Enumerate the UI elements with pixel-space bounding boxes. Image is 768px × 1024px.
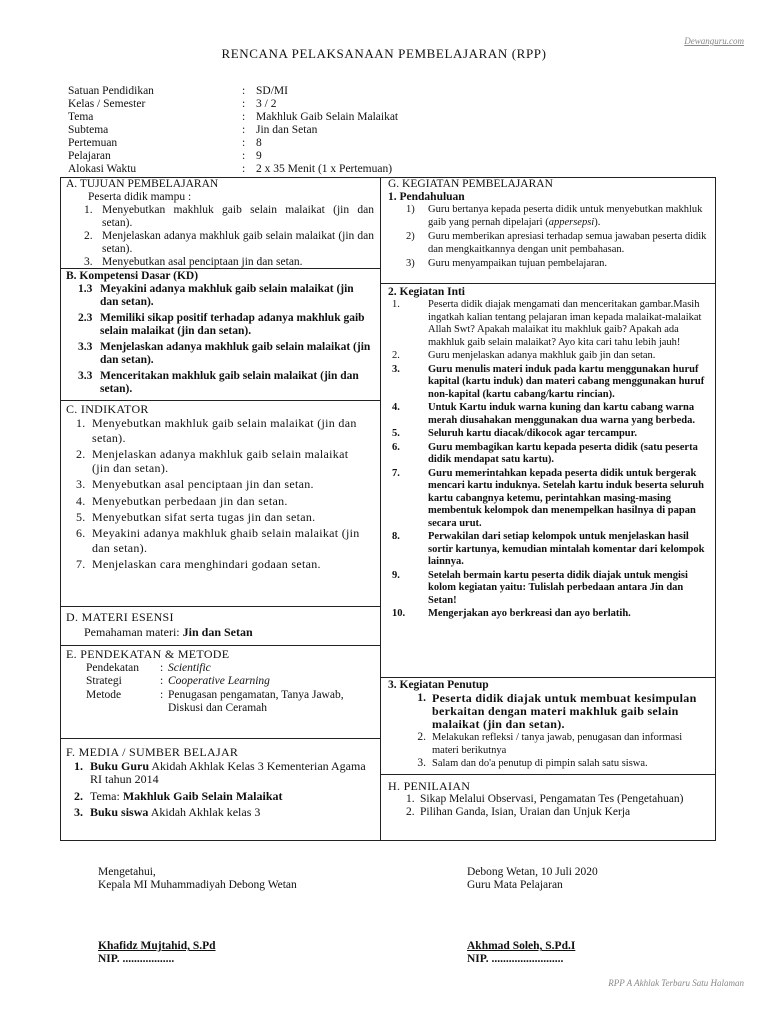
info-key: Alokasi Waktu	[68, 163, 137, 175]
indikator-number: 1.	[76, 416, 86, 431]
pendahuluan-item	[388, 204, 710, 229]
pendahuluan-number: 1)	[406, 204, 415, 215]
watermark-bottom: RPP A Akhlak Terbaru Satu Halaman	[608, 978, 744, 988]
info-value: 3 / 2	[256, 98, 277, 110]
pendahuluan-text	[428, 258, 710, 271]
indikator-item	[76, 526, 366, 555]
method-value: Penugasan pengamatan, Tanya Jawab, Diskusi dan Ceramah	[168, 688, 344, 714]
divider-g2	[380, 677, 716, 678]
inti-item	[388, 428, 710, 441]
sign-left-nip: NIP. ..................	[98, 953, 175, 965]
signature-right	[467, 866, 598, 966]
section-kegiatan	[388, 178, 710, 273]
inti-text: Guru menjelaskan adanya makhluk gaib jin dan setan.	[428, 350, 656, 361]
pendahuluan-number: 3)	[406, 258, 415, 269]
method-colon: :	[160, 688, 164, 701]
penutup-text: Melakukan refleksi / tanya jawab, penugasan dan informasi materi berikutnya	[432, 732, 683, 756]
penutup-item	[402, 692, 710, 731]
section-c-heading: C. INDIKATOR	[66, 402, 149, 416]
kd-item	[78, 370, 374, 396]
indikator-item	[76, 557, 366, 571]
table-divider	[380, 177, 381, 841]
indikator-number: 6.	[76, 526, 86, 541]
kd-text: Meyakini adanya makhluk gaib selain malaikat (jin dan setan).	[100, 283, 354, 308]
inti-heading: 2. Kegiatan Inti	[388, 286, 465, 298]
sign-right-line1: Debong Wetan, 10 Juli 2020	[467, 866, 598, 878]
tujuan-number: 2.	[84, 230, 93, 242]
info-colon: :	[242, 98, 246, 110]
penutup-number: 1.	[417, 692, 426, 704]
inti-text: Mengerjakan ayo berkreasi dan ayo berlatih.	[428, 608, 631, 619]
method-value: Cooperative Learning	[168, 675, 270, 687]
pendahuluan-item	[388, 258, 710, 271]
kd-text: Memiliki sikap positif terhadap adanya makhluk gaib selain malaikat (jin dan setan).	[100, 312, 365, 337]
indikator-number: 2.	[76, 446, 86, 461]
pendahuluan-number: 2)	[406, 231, 415, 242]
info-row	[68, 137, 398, 150]
kd-text: Menjelaskan adanya makhluk gaib selain malaikat (jin dan setan).	[100, 341, 371, 366]
method-colon: :	[160, 661, 164, 674]
media-desc: Akidah Akhlak kelas 3	[150, 805, 261, 819]
indikator-item	[76, 510, 366, 524]
section-penutup	[388, 679, 710, 770]
sign-left-line1: Mengetahui,	[98, 866, 156, 878]
section-a-intro: Peserta didik mampu :	[88, 191, 192, 203]
inti-number: 8.	[392, 531, 400, 542]
kd-item	[78, 283, 374, 309]
inti-text: Untuk Kartu induk warna kuning dan kartu cabang warna merah diusahakan menggunakan dua warna yang berbeda.	[428, 402, 695, 426]
info-key: Subtema	[68, 124, 109, 136]
tujuan-item	[84, 256, 374, 269]
materi-value: Jin dan Setan	[182, 625, 253, 639]
penilaian-text: Sikap Melalui Observasi, Pengamatan Tes (Pengetahuan)	[420, 793, 684, 805]
tujuan-item	[84, 204, 374, 230]
section-inti	[388, 286, 710, 622]
method-key: Strategi	[86, 675, 122, 687]
indikator-item	[76, 416, 366, 445]
section-h-heading: H. PENILAIAN	[388, 779, 471, 793]
divider-e	[60, 738, 381, 739]
info-block	[68, 85, 398, 176]
pendahuluan-item	[388, 231, 710, 256]
divider-g1	[380, 283, 716, 284]
media-bold2: Makhluk Gaib Selain Malaikat	[122, 788, 283, 803]
media-text	[90, 790, 374, 804]
method-row	[86, 662, 374, 676]
sign-right-line2: Guru Mata Pelajaran	[467, 879, 563, 891]
inti-text: Peserta didik diajak mengamati dan menceritakan gambar.Masih ingatkah kalian tentang pelajaran iman kepada malaikat-malaikat Allah Swt? Apakah malaikat itu makhluk gaib? Apakah ada makhluk gaib selain malaikat? Ayo kita cari tahu lebih jauh!	[428, 299, 702, 348]
materi-label: Pemahaman materi:	[84, 625, 180, 639]
inti-number: 7.	[392, 467, 400, 479]
indikator-text: Menjelaskan adanya makhluk gaib selain malaikat (jin dan setan).	[92, 446, 349, 476]
indikator-text: Menyebutkan makhluk gaib selain malaikat (jin dan setan).	[92, 416, 357, 445]
kd-item	[78, 312, 374, 338]
pendahuluan-desc: Guru memberikan apresiasi terhadap semua jawaban peserta didik dan mengkaitkannya dengan unit pembahasan.	[428, 231, 707, 255]
info-colon: :	[242, 137, 246, 149]
info-value: SD/MI	[256, 85, 288, 97]
penilaian-item	[406, 793, 710, 806]
media-desc: Tema:	[90, 788, 123, 803]
inti-text: Setelah bermain kartu peserta didik diajak untuk mengisi kolom kegiatan yaitu: Tulislah perbedaan antara Jin dan Setan!	[428, 569, 688, 606]
info-row	[68, 85, 398, 98]
info-colon: :	[242, 124, 246, 136]
penutup-number: 3.	[417, 757, 426, 769]
indikator-number: 5.	[76, 510, 86, 525]
method-colon: :	[160, 675, 164, 687]
info-value: Makhluk Gaib Selain Malaikat	[256, 111, 399, 123]
indikator-text: Meyakini adanya makhluk ghaib selain malaikat (jin dan setan).	[92, 526, 360, 555]
media-item	[74, 806, 374, 820]
info-colon: :	[242, 85, 246, 97]
pendahuluan-text	[428, 204, 710, 229]
watermark-top: Dewanguru.com	[684, 36, 744, 46]
inti-item	[388, 350, 710, 363]
tujuan-number: 3.	[84, 256, 93, 268]
indikator-text: Menyebutkan perbedaan jin dan setan.	[92, 493, 288, 508]
section-d-heading: D. MATERI ESENSI	[66, 610, 174, 624]
media-number: 1.	[74, 758, 83, 773]
inti-number: 1.	[392, 299, 400, 310]
kd-number: 1.3	[78, 283, 93, 295]
info-row	[68, 150, 398, 163]
indikator-number: 4.	[76, 493, 86, 508]
pendahuluan-tail: ).	[594, 216, 601, 228]
penilaian-number: 2.	[406, 806, 415, 818]
section-penilaian	[388, 780, 710, 819]
media-text	[90, 760, 374, 787]
tujuan-number: 1.	[84, 204, 93, 216]
info-value: 9	[256, 150, 262, 162]
inti-item	[388, 364, 710, 402]
sign-left-name: Khafidz Mujtahid, S.Pd	[98, 940, 216, 952]
sign-right-nip: NIP. .........................	[467, 953, 564, 965]
section-pendekatan	[66, 648, 374, 716]
document-title: RENCANA PELAKSANAAN PEMBELAJARAN (RPP)	[221, 46, 547, 61]
kd-text: Menceritakan makhluk gaib selain malaikat (jin dan setan).	[100, 370, 359, 395]
indikator-item	[76, 447, 366, 476]
indikator-text: Menjelaskan cara menghindari godaan setan.	[92, 556, 321, 571]
method-key: Pendekatan	[86, 661, 140, 674]
pendahuluan-desc: Guru bertanya kepada peserta didik untuk menyebutkan makhluk gaib yang pernah dipelajari (	[428, 204, 703, 228]
indikator-text: Menyebutkan asal penciptaan jin dan setan.	[92, 477, 314, 492]
media-number: 2.	[74, 788, 83, 803]
pendahuluan-italic: appersepsi	[548, 216, 595, 228]
inti-number: 5.	[392, 428, 400, 439]
tujuan-text: Menjelaskan adanya makhluk gaib selain malaikat (jin dan setan).	[102, 230, 374, 255]
inti-number: 10.	[392, 608, 406, 619]
section-e-heading: E. PENDEKATAN & METODE	[66, 647, 230, 661]
info-row	[68, 124, 398, 137]
penutup-text: Salam dan do'a penutup di pimpin salah satu siswa.	[432, 758, 648, 769]
divider-c	[60, 606, 381, 607]
inti-number: 6.	[392, 441, 400, 453]
info-row	[68, 111, 398, 124]
media-bold: Buku Guru	[90, 758, 150, 773]
sign-right-name: Akhmad Soleh, S.Pd.I	[467, 940, 576, 952]
inti-text: Guru menulis materi induk pada kartu menggunakan huruf kapital (kartu induk) dan materi cabang menggunakan huruf non-kapital (kartu cabang/kartu rincian).	[428, 363, 705, 400]
penilaian-text: Pilihan Ganda, Isian, Uraian dan Unjuk Kerja	[420, 806, 631, 818]
section-a-heading: A. TUJUAN PEMBELAJARAN	[66, 178, 219, 190]
kd-number: 3.3	[78, 370, 93, 382]
inti-number: 3.	[392, 363, 400, 375]
section-b-heading: B. Kompetensi Dasar (KD)	[66, 270, 199, 282]
section-g-heading: G. KEGIATAN PEMBELAJARAN	[388, 178, 553, 190]
media-number: 3.	[74, 805, 83, 819]
info-colon: :	[242, 163, 246, 175]
info-key: Pertemuan	[68, 137, 118, 149]
inti-text: Seluruh kartu diacak/dikocok agar tercampur.	[428, 428, 637, 439]
pendahuluan-heading: 1. Pendahuluan	[388, 191, 465, 203]
indikator-number: 3.	[76, 477, 86, 492]
indikator-item	[76, 494, 366, 508]
inti-number: 2.	[392, 350, 400, 361]
inti-text: Guru membagikan kartu kepada peserta didik (satu peserta didik mendapat satu kartu).	[428, 441, 698, 465]
signature-left	[98, 866, 297, 966]
penutup-heading: 3. Kegiatan Penutup	[388, 679, 489, 691]
info-value: Jin dan Setan	[256, 124, 318, 136]
info-colon: :	[242, 150, 246, 162]
method-value: Scientific	[168, 661, 211, 674]
divider-g3	[380, 774, 716, 775]
section-indikator	[66, 402, 366, 573]
penutup-item	[402, 731, 710, 757]
inti-number: 9.	[392, 569, 400, 581]
kd-number: 3.3	[78, 341, 93, 353]
penutup-text: Peserta didik diajak untuk membuat kesimpulan berkaitan dengan materi makhluk gaib selain malaikat (jin dan setan).	[432, 691, 697, 731]
indikator-item	[76, 477, 366, 491]
info-row	[68, 98, 398, 111]
penutup-number: 2.	[417, 731, 426, 743]
section-kd	[66, 270, 374, 399]
media-text	[90, 806, 374, 820]
section-materi	[66, 611, 374, 639]
inti-item	[388, 299, 710, 349]
method-row	[86, 689, 374, 716]
penilaian-number: 1.	[406, 793, 415, 805]
section-media	[66, 746, 374, 823]
info-colon: :	[242, 111, 246, 123]
inti-text: Guru memerintahkan kepada peserta didik untuk bergerak mencari kartu induknya. Setelah kartu induk beserta seluruh kartu cabangnya ketemu, perintahkan masing-masing membentuk kelompok dan menempelkan hasilnya di papan secara urut.	[428, 467, 704, 529]
inti-item	[388, 531, 710, 569]
info-key: Kelas / Semester	[68, 98, 146, 110]
indikator-number: 7.	[76, 556, 86, 571]
tujuan-text: Menyebutkan makhluk gaib selain malaikat (jin dan setan).	[102, 204, 374, 229]
kd-number: 2.3	[78, 312, 93, 324]
tujuan-text: Menyebutkan asal penciptaan jin dan setan.	[102, 256, 303, 268]
info-key: Pelajaran	[68, 150, 111, 162]
media-desc: Akidah Akhlak Kelas 3 Kementerian Agama RI tahun 2014	[90, 758, 366, 786]
info-value: 2 x 35 Menit (1 x Pertemuan)	[256, 163, 393, 175]
tujuan-item	[84, 230, 374, 256]
inti-item	[388, 442, 710, 467]
inti-text: Perwakilan dari setiap kelompok untuk menjelaskan hasil sortir kartunya, kemudian mintalah komentar dari kelompok lainnya.	[428, 531, 705, 567]
penutup-item	[402, 757, 710, 770]
pendahuluan-text	[428, 231, 710, 256]
section-tujuan	[66, 178, 374, 269]
indikator-text: Menyebutkan sifat serta tugas jin dan setan.	[92, 510, 316, 525]
method-row	[86, 675, 374, 689]
media-bold: Buku siswa	[90, 805, 149, 819]
info-key: Satuan Pendidikan	[68, 85, 154, 97]
method-key: Metode	[86, 688, 122, 701]
inti-number: 4.	[392, 402, 400, 413]
kd-item	[78, 341, 374, 367]
info-row	[68, 163, 398, 176]
info-key: Tema	[68, 111, 94, 123]
divider-d	[60, 645, 381, 646]
inti-item	[388, 570, 710, 608]
divider-b	[60, 400, 381, 401]
section-f-heading: F. MEDIA / SUMBER BELAJAR	[66, 745, 239, 759]
inti-item	[388, 402, 710, 427]
media-item	[74, 760, 374, 787]
inti-item	[388, 468, 710, 531]
inti-item	[388, 608, 710, 621]
penilaian-item	[406, 806, 710, 819]
pendahuluan-desc: Guru menyampaikan tujuan pembelajaran.	[428, 258, 608, 269]
media-item	[74, 790, 374, 804]
sign-left-line2: Kepala MI Muhammadiyah Debong Wetan	[98, 879, 297, 891]
info-value: 8	[256, 137, 262, 149]
